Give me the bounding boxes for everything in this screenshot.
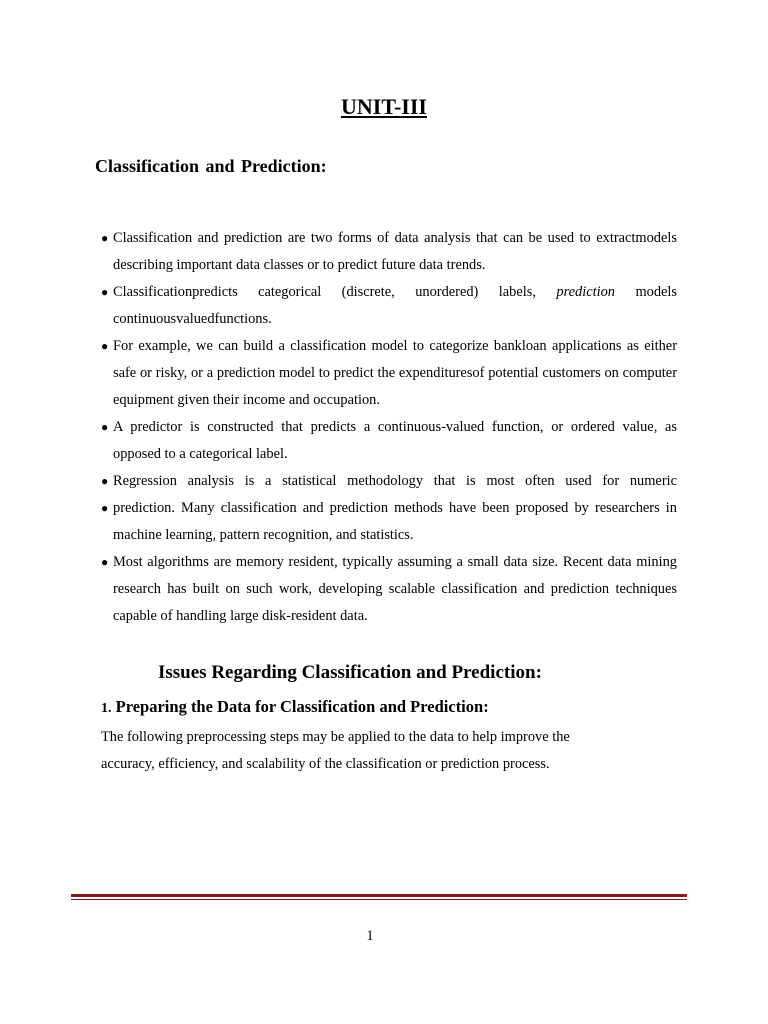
list-item [103,225,677,279]
bullet-icon: ● [101,420,109,434]
list-item [103,333,677,414]
list-item [103,468,677,495]
footer-rule-thick [71,894,687,897]
body-paragraph: The following preprocessing steps may be applied to the data to help improve the accuracy, efficiency, and scalability of the classification or prediction process. [101,729,570,772]
list-item-text: Most algorithms are memory resident, typically assuming a small data size. Recent data mining research has built on such work, developing scalable classification and prediction techniques capable of handling large disk-resident data. [113,554,677,624]
subsection-number: 1. [101,701,112,716]
list-item-text: Classification and prediction are two forms of data analysis that can be used to extractmodels describing important data classes or to predict future data trends. [113,230,677,273]
page-number: 1 [366,928,374,944]
list-item-text: prediction. Many classification and prediction methods have been proposed by researchers in machine learning, pattern recognition, and statistics. [113,500,677,543]
section-title: Classification and Prediction: [95,156,327,176]
list-item-text: Regression analysis is a statistical methodology that is most often used for numeric [113,473,677,489]
subsection-title: Preparing the Data for Classification and Prediction: [115,697,489,716]
list-item [103,549,677,630]
bullet-icon: ● [101,339,109,353]
footer-rule-thin [71,899,687,900]
list-item-text: For example, we can build a classification model to categorize bankloan applications as either safe or risky, or a prediction model to predict the expendituresof potential customers on computer equipment given their income and occupation. [113,338,677,408]
list-item [103,414,677,468]
bullet-icon: ● [101,501,109,515]
list-item-text: models continuousvaluedfunctions. [113,284,678,327]
issues-heading: Issues Regarding Classification and Prediction: [158,662,542,683]
list-item [103,495,677,549]
bullet-icon: ● [101,231,109,245]
bullet-icon: ● [101,474,109,488]
bullet-icon: ● [101,555,109,569]
list-item [103,279,677,333]
unit-title: UNIT-III [340,94,427,119]
emphasis-text: prediction [556,284,615,300]
subsection-heading [101,697,489,717]
list-item-text: Classificationpredicts categorical (discrete, unordered) labels, [113,284,536,300]
bullet-icon: ● [101,285,109,299]
bullet-list [103,225,677,630]
list-item-text: A predictor is constructed that predicts a continuous-valued function, or ordered value, as opposed to a categorical label. [113,419,677,462]
